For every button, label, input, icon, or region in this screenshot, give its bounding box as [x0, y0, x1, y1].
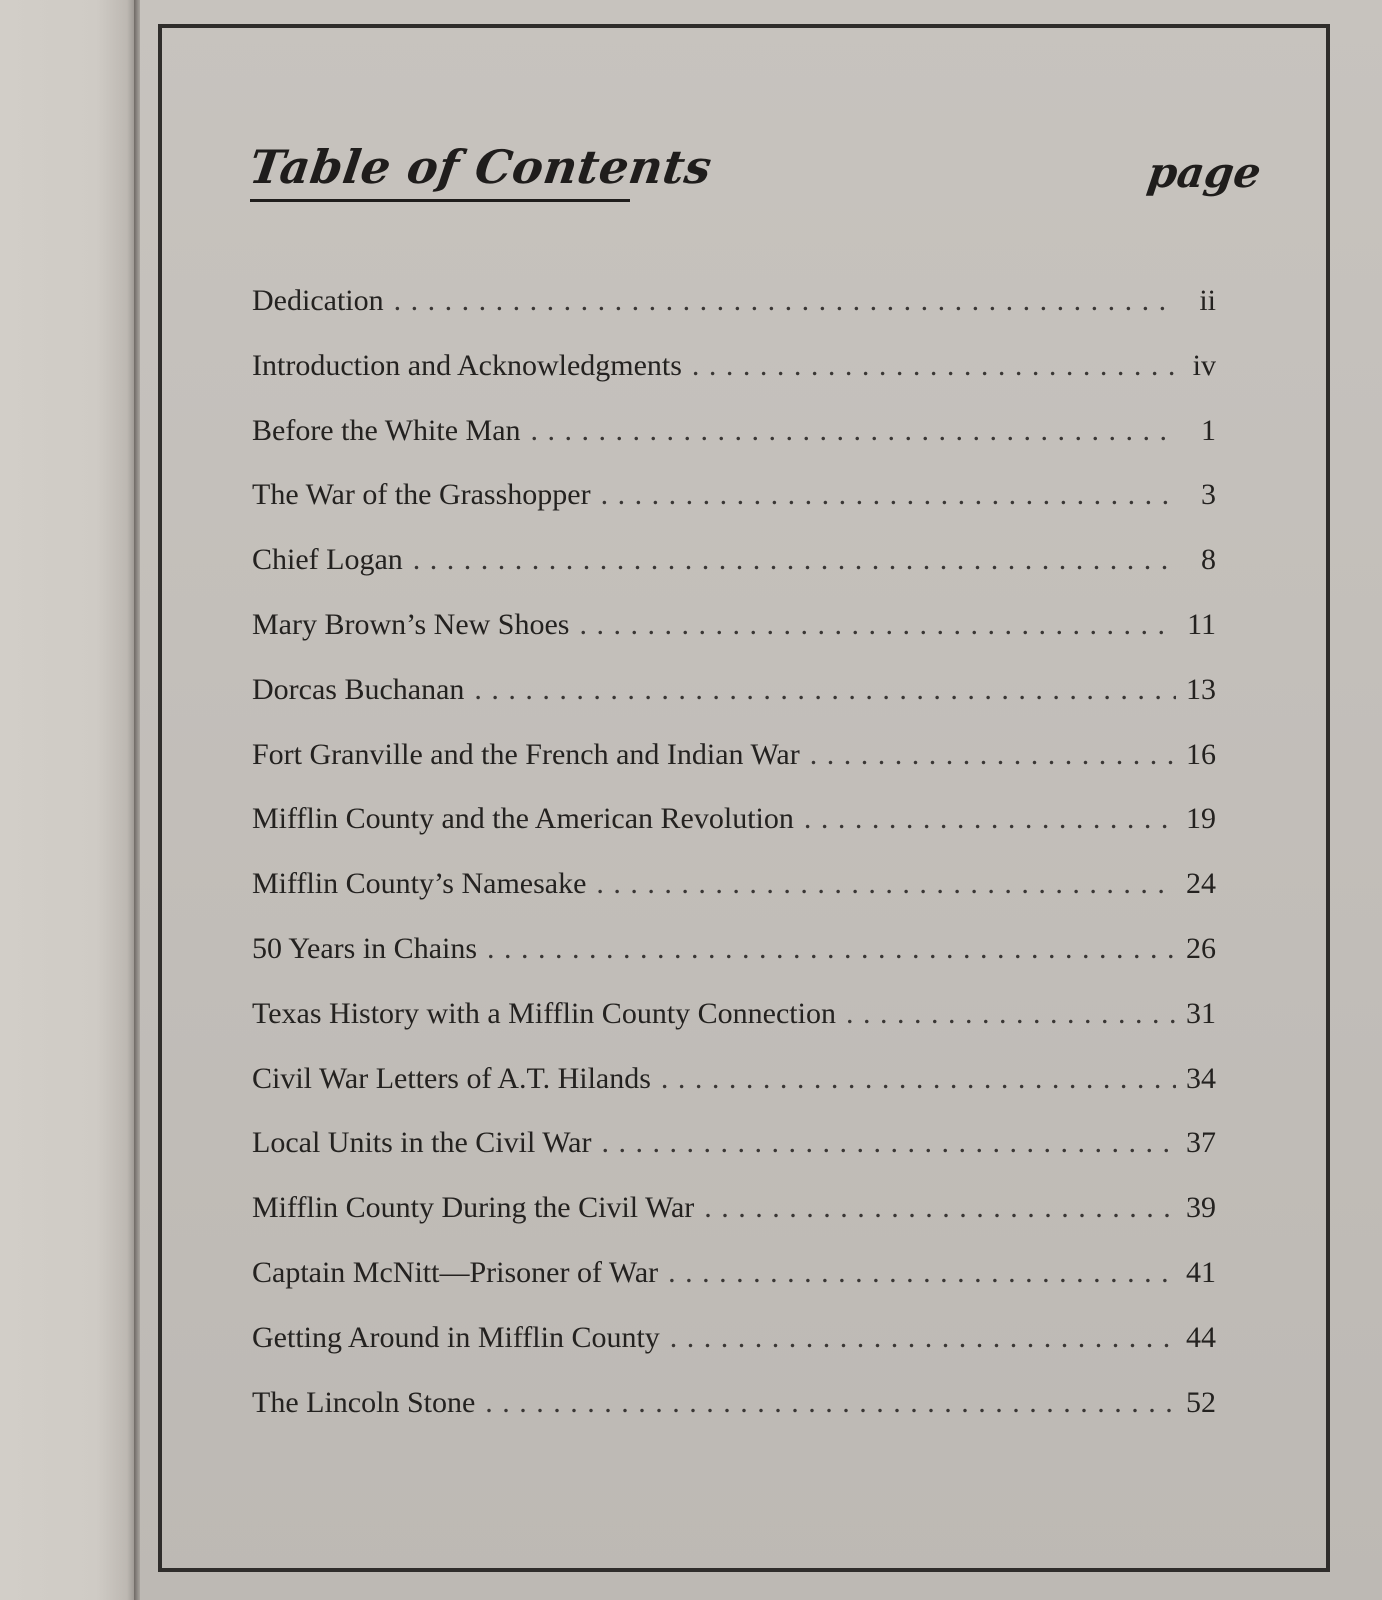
toc-entry-title: Chief Logan	[252, 543, 403, 577]
dot-leader	[579, 608, 1176, 642]
dot-leader	[704, 1191, 1176, 1225]
toc-entry	[252, 1321, 1216, 1386]
toc-entry-title: Mifflin County During the Civil War	[252, 1191, 695, 1225]
toc-entry	[252, 932, 1216, 997]
toc-entry-page: 13	[1186, 672, 1216, 706]
table-of-contents-title: Table of Contents	[246, 140, 716, 194]
toc-entry-page: 11	[1187, 607, 1216, 641]
toc-entry-page: 39	[1186, 1191, 1216, 1225]
toc-entry-title: The Lincoln Stone	[252, 1385, 476, 1419]
toc-entry-title: Mifflin County’s Namesake	[252, 867, 587, 901]
toc-entry-title: Introduction and Acknowledgments	[252, 348, 682, 382]
toc-entry-title: Civil War Letters of A.T. Hilands	[252, 1061, 651, 1095]
toc-entry-page: 8	[1201, 543, 1216, 577]
toc-entry-page: ii	[1199, 284, 1216, 317]
dot-leader	[661, 1062, 1176, 1096]
toc-entry-title: Local Units in the Civil War	[252, 1126, 592, 1160]
dot-leader	[692, 349, 1176, 383]
toc-entry-page: 16	[1186, 737, 1216, 771]
toc-entry-page: 31	[1186, 996, 1216, 1030]
toc-entry-title: The War of the Grasshopper	[252, 478, 591, 512]
toc-list	[252, 284, 1216, 1450]
dot-leader	[810, 738, 1176, 772]
toc-entry-page: 26	[1186, 931, 1216, 965]
dot-leader	[601, 478, 1176, 512]
toc-entry	[252, 1256, 1216, 1321]
dot-leader	[596, 867, 1176, 901]
toc-entry	[252, 608, 1216, 673]
toc-entry-page: 44	[1186, 1320, 1216, 1354]
dot-leader	[485, 1386, 1176, 1420]
toc-entry	[252, 543, 1216, 608]
toc-entry	[252, 1386, 1216, 1451]
toc-entry-page: 1	[1201, 413, 1216, 447]
dot-leader	[601, 1126, 1176, 1160]
toc-entry-title: Dorcas Buchanan	[252, 672, 465, 706]
dot-leader	[487, 932, 1176, 966]
toc-entry-title: Mary Brown’s New Shoes	[252, 607, 570, 641]
toc-entry	[252, 802, 1216, 867]
toc-entry-page: iv	[1192, 348, 1216, 382]
toc-entry-page: 52	[1186, 1385, 1216, 1419]
page-column-heading: page	[1144, 148, 1265, 197]
toc-entry-page: 3	[1201, 478, 1216, 512]
toc-entry	[252, 478, 1216, 543]
toc-entry	[252, 997, 1216, 1062]
toc-entry	[252, 1062, 1216, 1127]
toc-entry-title: Captain McNitt—Prisoner of War	[252, 1255, 659, 1289]
dot-leader	[670, 1321, 1176, 1355]
toc-entry	[252, 414, 1216, 479]
dot-leader	[846, 997, 1176, 1031]
dot-leader	[474, 673, 1176, 707]
toc-entry-title: Getting Around in Mifflin County	[252, 1320, 660, 1354]
toc-entry	[252, 284, 1216, 349]
toc-entry-page: 37	[1186, 1126, 1216, 1160]
toc-entry	[252, 1126, 1216, 1191]
toc-entry-page: 19	[1186, 802, 1216, 836]
toc-entry	[252, 673, 1216, 738]
toc-entry-title: Before the White Man	[252, 413, 521, 447]
toc-entry-page: 24	[1186, 867, 1216, 901]
toc-entry	[252, 349, 1216, 414]
dot-leader	[531, 414, 1176, 448]
toc-entry-title: Dedication	[252, 284, 384, 317]
toc-entry-title: Mifflin County and the American Revolution	[252, 802, 794, 836]
dot-leader	[668, 1256, 1176, 1290]
toc-entry-page: 34	[1186, 1061, 1216, 1095]
toc-entry-title: Fort Granville and the French and Indian War	[252, 737, 800, 771]
toc-entry	[252, 867, 1216, 932]
title-underline	[250, 199, 630, 202]
book-spine	[0, 0, 138, 1600]
dot-leader	[413, 543, 1176, 577]
toc-entry-page: 41	[1186, 1255, 1216, 1289]
toc-entry-title: Texas History with a Mifflin County Connection	[252, 996, 836, 1030]
toc-entry-title: 50 Years in Chains	[252, 931, 478, 965]
dot-leader	[804, 802, 1176, 836]
dot-leader	[394, 284, 1176, 318]
toc-entry	[252, 1191, 1216, 1256]
toc-entry	[252, 738, 1216, 803]
